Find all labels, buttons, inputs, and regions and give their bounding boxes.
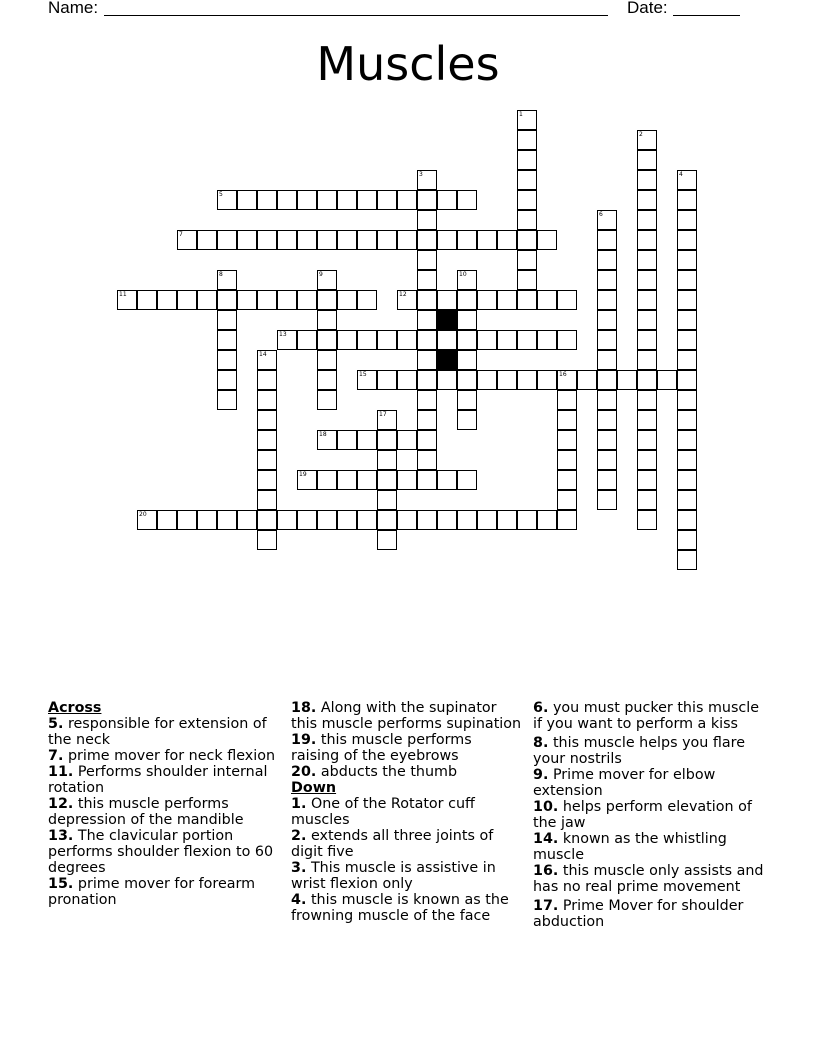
grid-cell[interactable] [557,290,577,310]
grid-cell[interactable] [297,190,317,210]
grid-cell[interactable] [497,290,517,310]
grid-cell[interactable] [417,390,437,410]
grid-cell[interactable] [157,290,177,310]
grid-cell[interactable] [557,450,577,470]
clue-across-11: 11. Performs shoulder internal rotation [48,764,268,796]
grid-cell[interactable] [417,290,437,310]
grid-cell[interactable] [257,350,277,370]
grid-cell[interactable] [237,230,257,250]
grid-cell[interactable] [357,290,377,310]
grid-cell[interactable] [377,510,397,530]
grid-cell[interactable] [357,190,377,210]
grid-cell[interactable] [317,390,337,410]
grid-cell[interactable] [457,510,477,530]
grid-cell[interactable] [317,270,337,290]
grid-cell[interactable] [317,430,337,450]
grid-cell[interactable] [257,430,277,450]
grid-cell[interactable] [597,490,617,510]
grid-cell[interactable] [257,470,277,490]
grid-cell[interactable] [297,470,317,490]
grid-cell[interactable] [357,370,377,390]
grid-cell[interactable] [257,490,277,510]
cell-number: 7 [179,231,183,238]
grid-cell[interactable] [357,330,377,350]
grid-cell[interactable] [517,370,537,390]
grid-cell[interactable] [277,330,297,350]
grid-cell[interactable] [137,290,157,310]
clue-down-17: 17. Prime Mover for shoulder abduction [533,898,744,930]
grid-cell[interactable] [637,250,657,270]
grid-cell[interactable] [317,330,337,350]
grid-cell[interactable] [497,330,517,350]
grid-cell[interactable] [457,390,477,410]
grid-cell[interactable] [317,510,337,530]
grid-cell[interactable] [437,470,457,490]
grid-cell[interactable] [677,530,697,550]
grid-cell[interactable] [637,150,657,170]
grid-cell[interactable] [417,310,437,330]
grid-cell[interactable] [637,470,657,490]
grid-cell[interactable] [637,290,657,310]
grid-cell[interactable] [257,290,277,310]
clues-column-1 [48,700,280,908]
grid-cell[interactable] [637,510,657,530]
grid-cell[interactable] [317,310,337,330]
grid-cell[interactable] [217,190,237,210]
grid-cell[interactable] [517,290,537,310]
grid-cell[interactable] [417,350,437,370]
grid-cell[interactable] [237,290,257,310]
grid-cell[interactable] [457,290,477,310]
grid-cell[interactable] [637,430,657,450]
grid-cell[interactable] [577,370,597,390]
grid-cell[interactable] [637,450,657,470]
grid-cell[interactable] [257,410,277,430]
grid-cell[interactable] [397,470,417,490]
grid-cell[interactable] [437,230,457,250]
cell-number: 11 [119,291,127,298]
cell-number: 15 [359,371,367,378]
grid-cell[interactable] [337,430,357,450]
clue-across-12: 12. this muscle performs depression of the mandible [48,796,244,828]
grid-cell[interactable] [397,290,417,310]
grid-cell[interactable] [677,450,697,470]
grid-cell[interactable] [417,370,437,390]
grid-cell[interactable] [417,330,437,350]
grid-cell[interactable] [137,510,157,530]
grid-cell[interactable] [297,330,317,350]
grid-cell[interactable] [377,470,397,490]
grid-cell[interactable] [117,290,137,310]
grid-cell[interactable] [317,350,337,370]
grid-cell[interactable] [637,370,657,390]
grid-cell[interactable] [437,290,457,310]
grid-cell[interactable] [657,370,677,390]
grid-cell[interactable] [457,350,477,370]
cell-number: 18 [319,431,327,438]
clue-down-2: 2. extends all three joints of digit five [291,828,494,860]
grid-cell[interactable] [497,230,517,250]
grid-cell[interactable] [357,430,377,450]
grid-cell[interactable] [417,510,437,530]
clue-across-13: 13. The clavicular portion performs shoulder flexion to 60 degrees [48,828,274,876]
grid-cell[interactable] [517,130,537,150]
grid-cell[interactable] [217,330,237,350]
cell-number: 3 [419,171,423,178]
grid-cell[interactable] [317,370,337,390]
grid-cell[interactable] [557,430,577,450]
grid-cell[interactable] [217,270,237,290]
down-header: Down [291,780,337,796]
cell-number: 4 [679,171,683,178]
clue-across-19: 19. this muscle performs raising of the eyebrows [291,732,472,764]
grid-cell[interactable] [517,230,537,250]
grid-cell[interactable] [637,410,657,430]
grid-cell[interactable] [197,510,217,530]
grid-cell[interactable] [557,410,577,430]
clue-across-5: 5. responsible for extension of the neck [48,716,267,748]
grid-cell[interactable] [437,190,457,210]
grid-cell[interactable] [417,450,437,470]
grid-cell[interactable] [357,510,377,530]
grid-cell[interactable] [537,330,557,350]
grid-cell[interactable] [237,190,257,210]
grid-cell[interactable] [177,510,197,530]
grid-cell[interactable] [397,370,417,390]
grid-cell[interactable] [297,230,317,250]
grid-cell[interactable] [417,210,437,230]
grid-cell[interactable] [677,330,697,350]
grid-cell[interactable] [437,510,457,530]
grid-cell[interactable] [597,270,617,290]
grid-cell[interactable] [437,370,457,390]
grid-cell[interactable] [397,190,417,210]
grid-cell[interactable] [377,410,397,430]
grid-cell[interactable] [637,210,657,230]
grid-cell[interactable] [517,510,537,530]
cell-number: 10 [459,271,467,278]
grid-cell[interactable] [597,330,617,350]
grid-cell[interactable] [277,190,297,210]
grid-cell[interactable] [537,230,557,250]
grid-cell[interactable] [377,370,397,390]
grid-cell[interactable] [337,190,357,210]
grid-cell[interactable] [637,230,657,250]
grid-cell[interactable] [217,230,237,250]
grid-cell[interactable] [537,290,557,310]
grid-cell[interactable] [597,390,617,410]
cell-number: 12 [399,291,407,298]
grid-cell[interactable] [417,170,437,190]
grid-cell[interactable] [257,370,277,390]
cell-number: 5 [219,191,223,198]
grid-cell[interactable] [217,390,237,410]
grid-cell[interactable] [277,510,297,530]
across-header: Across [48,700,102,716]
clue-down-10: 10. helps perform elevation of the jaw [533,799,752,831]
grid-cell[interactable] [557,510,577,530]
grid-cell[interactable] [597,450,617,470]
grid-cell[interactable] [357,470,377,490]
grid-cell[interactable] [637,270,657,290]
clue-down-6: 6. you must pucker this muscle if you want to perform a kiss [533,700,760,732]
black-cell [437,310,457,330]
grid-cell[interactable] [597,250,617,270]
grid-cell[interactable] [677,290,697,310]
grid-cell[interactable] [597,310,617,330]
grid-cell[interactable] [377,490,397,510]
cell-number: 19 [299,471,307,478]
grid-cell[interactable] [677,170,697,190]
grid-cell[interactable] [517,170,537,190]
grid-cell[interactable] [637,490,657,510]
grid-cell[interactable] [557,470,577,490]
grid-cell[interactable] [257,510,277,530]
grid-cell[interactable] [377,530,397,550]
grid-cell[interactable] [337,510,357,530]
grid-cell[interactable] [477,330,497,350]
clue-across-18: 18. Along with the supinator this muscle performs supination [291,700,522,732]
grid-cell[interactable] [477,230,497,250]
grid-cell[interactable] [597,370,617,390]
grid-cell[interactable] [597,290,617,310]
grid-cell[interactable] [537,510,557,530]
grid-cell[interactable] [457,330,477,350]
clue-down-16: 16. this muscle only assists and has no real prime movement [533,863,764,895]
grid-cell[interactable] [277,290,297,310]
clue-across-7: 7. prime mover for neck flexion [48,748,276,764]
grid-cell[interactable] [357,230,377,250]
clue-across-15: 15. prime mover for forearm pronation [48,876,256,908]
grid-cell[interactable] [397,430,417,450]
grid-cell[interactable] [557,390,577,410]
grid-cell[interactable] [317,290,337,310]
grid-cell[interactable] [597,470,617,490]
grid-cell[interactable] [477,370,497,390]
clue-down-14: 14. known as the whistling muscle [533,831,727,863]
cell-number: 1 [519,111,523,118]
grid-cell[interactable] [677,470,697,490]
grid-cell[interactable] [257,450,277,470]
cell-number: 9 [319,271,323,278]
grid-cell[interactable] [637,170,657,190]
grid-cell[interactable] [457,230,477,250]
cell-number: 13 [279,331,287,338]
grid-cell[interactable] [177,230,197,250]
grid-cell[interactable] [417,190,437,210]
grid-cell[interactable] [317,230,337,250]
grid-cell[interactable] [257,390,277,410]
grid-cell[interactable] [557,330,577,350]
clues-column-3 [533,700,768,930]
cell-number: 20 [139,511,147,518]
grid-cell[interactable] [597,210,617,230]
grid-cell[interactable] [377,430,397,450]
grid-cell[interactable] [457,410,477,430]
grid-cell[interactable] [677,410,697,430]
name-label: Name: [48,0,99,17]
grid-cell[interactable] [677,190,697,210]
grid-cell[interactable] [297,290,317,310]
grid-cell[interactable] [457,370,477,390]
cell-number: 14 [259,351,267,358]
black-cell [437,350,457,370]
grid-cell[interactable] [297,510,317,530]
grid-cell[interactable] [457,190,477,210]
grid-cell[interactable] [197,230,217,250]
grid-cell[interactable] [477,290,497,310]
grid-cell[interactable] [677,370,697,390]
grid-cell[interactable] [637,190,657,210]
grid-cell[interactable] [377,230,397,250]
grid-cell[interactable] [217,350,237,370]
grid-cell[interactable] [397,230,417,250]
grid-cell[interactable] [217,510,237,530]
grid-cell[interactable] [637,130,657,150]
grid-cell[interactable] [497,510,517,530]
cell-number: 8 [219,271,223,278]
grid-cell[interactable] [677,250,697,270]
grid-cell[interactable] [217,290,237,310]
grid-cell[interactable] [277,230,297,250]
grid-cell[interactable] [677,490,697,510]
clue-down-1: 1. One of the Rotator cuff muscles [291,796,475,828]
grid-cell[interactable] [217,310,237,330]
grid-cell[interactable] [337,230,357,250]
grid-cell[interactable] [677,350,697,370]
clue-down-3: 3. This muscle is assistive in wrist flexion only [291,860,496,892]
grid-cell[interactable] [257,190,277,210]
grid-cell[interactable] [337,330,357,350]
grid-cell[interactable] [557,370,577,390]
grid-cell[interactable] [597,410,617,430]
grid-cell[interactable] [397,330,417,350]
grid-cell[interactable] [677,310,697,330]
cell-number: 6 [599,211,603,218]
grid-cell[interactable] [377,190,397,210]
grid-cell[interactable] [337,470,357,490]
grid-cell[interactable] [637,390,657,410]
grid-cell[interactable] [217,370,237,390]
grid-cell[interactable] [517,250,537,270]
grid-cell[interactable] [617,370,637,390]
grid-cell[interactable] [417,410,437,430]
grid-cell[interactable] [677,210,697,230]
date-label: Date: [627,0,668,17]
grid-cell[interactable] [597,350,617,370]
grid-cell[interactable] [417,230,437,250]
grid-cell[interactable] [677,230,697,250]
grid-cell[interactable] [517,270,537,290]
clue-down-8: 8. this muscle helps you flare your nostrils [533,735,746,767]
grid-cell[interactable] [677,390,697,410]
grid-cell[interactable] [417,270,437,290]
grid-cell[interactable] [257,530,277,550]
grid-cell[interactable] [517,210,537,230]
grid-cell[interactable] [257,230,277,250]
grid-cell[interactable] [457,270,477,290]
grid-cell[interactable] [177,290,197,310]
grid-cell[interactable] [637,350,657,370]
cell-number: 16 [559,371,567,378]
cell-number: 17 [379,411,387,418]
grid-cell[interactable] [637,330,657,350]
grid-cell[interactable] [597,230,617,250]
clue-down-4: 4. this muscle is known as the frowning muscle of the face [291,892,509,924]
grid-cell[interactable] [157,510,177,530]
clues-column-2 [291,700,523,924]
grid-cell[interactable] [417,470,437,490]
grid-cell[interactable] [517,330,537,350]
grid-cell[interactable] [377,330,397,350]
grid-cell[interactable] [477,510,497,530]
page-title: Muscles [316,37,500,91]
grid-cell[interactable] [417,430,437,450]
grid-cell[interactable] [377,450,397,470]
cell-number: 2 [639,131,643,138]
grid-cell[interactable] [677,550,697,570]
grid-cell[interactable] [677,430,697,450]
clue-across-20: 20. abducts the thumb [291,764,458,780]
grid-cell[interactable] [237,510,257,530]
clue-down-9: 9. Prime mover for elbow extension [533,767,716,799]
grid-cell[interactable] [337,290,357,310]
grid-cell[interactable] [457,470,477,490]
grid-cell[interactable] [557,490,577,510]
grid-cell[interactable] [497,370,517,390]
grid-cell[interactable] [517,110,537,130]
grid-cell[interactable] [317,190,337,210]
grid-cell[interactable] [597,430,617,450]
grid-cell[interactable] [437,330,457,350]
grid-cell[interactable] [677,510,697,530]
grid-cell[interactable] [417,250,437,270]
grid-cell[interactable] [517,150,537,170]
grid-cell[interactable] [457,310,477,330]
grid-cell[interactable] [517,190,537,210]
grid-cell[interactable] [397,510,417,530]
grid-cell[interactable] [197,290,217,310]
grid-cell[interactable] [677,270,697,290]
grid-cell[interactable] [537,370,557,390]
grid-cell[interactable] [637,310,657,330]
grid-cell[interactable] [317,470,337,490]
